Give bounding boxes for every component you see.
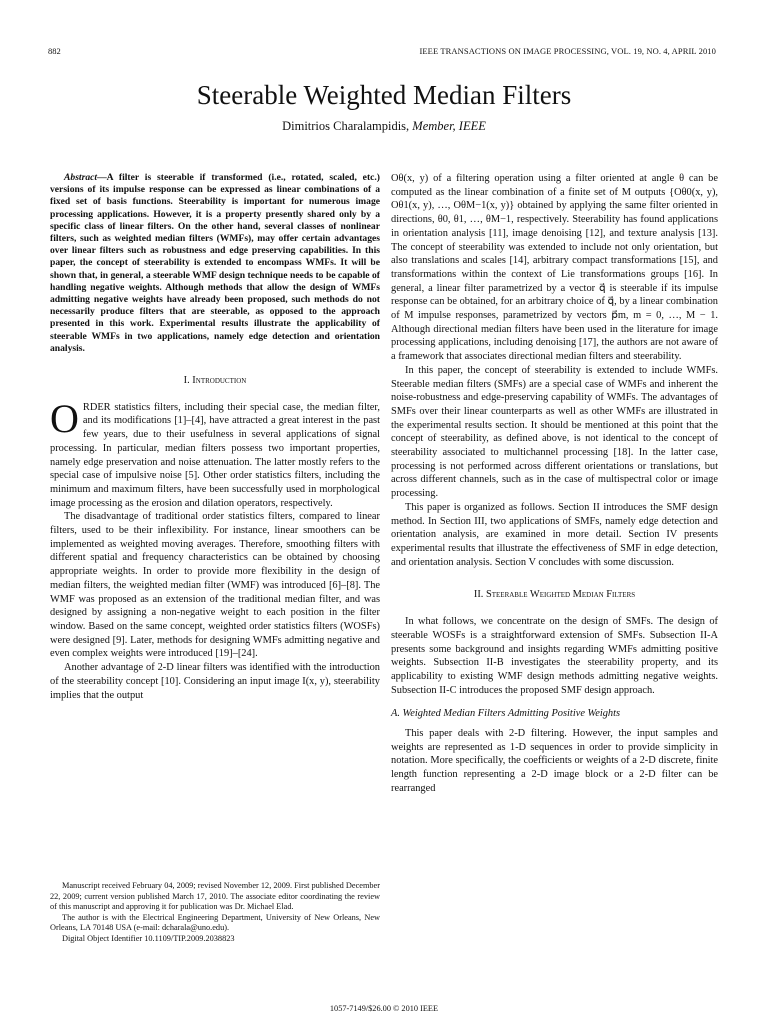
subsection-heading: A. Weighted Median Filters Admitting Positive Weights — [391, 708, 621, 720]
abstract-label: Abstract — [64, 172, 98, 183]
intro-paragraph-3: Another advantage of 2-D linear filters was identified with the introduction of the steerability concept [10]. Considering an input image I(x, y), steerability implies that the output — [50, 662, 380, 701]
footnote-doi: Digital Object Identifier 10.1109/TIP.2009.2038823 — [62, 933, 235, 943]
intro-paragraph-1: ORDER statistics filters, including their special case, the median filter, and its modifications [1]–[4], have attracted a great interest in the past few years, due to their usefulness in several applications of signal processing. In particular, median filters possess two important properties, namely edge preservation and noise attenuation. The latter mostly refers to the special case of impulsive noise [5]. Other order statistics filters, including the minimum and maximum filters, have been successfully used in morphological image processing as the erosion and dilation operators, respectively. — [50, 395, 380, 509]
footnote-manuscript: Manuscript received February 04, 2009; revised November 12, 2009. First published December 22, 2009; current version published March 17, 2010. The associate editor coordinating the review of this manuscript and approving it for publication was Dr. Michael Elad. — [50, 881, 380, 911]
drop-cap: O — [50, 395, 79, 441]
right-column — [391, 172, 718, 796]
footnote-author: The author is with the Electrical Engineering Department, University of New Orleans, New Orleans, LA 70148 USA (e-mail: dcharala@uno.edu). — [50, 912, 380, 932]
section-heading-introduction: I. Introduction — [183, 375, 247, 387]
copyright-footer: 1057-7149/$26.00 © 2010 IEEE — [329, 1004, 439, 1013]
right-paragraph-4: In what follows, we concentrate on the design of SMFs. The design of steerable WOSFs is a straightforward extension of SMFs. Subsection II-A presents some background and insights regarding WMFs admitting positive weights. Subsection II-B investigates the steerability property, and its applicability to existing WMF design methods admitting negative weights. Subsection II-C introduces the proposed SMF design approach. — [391, 616, 718, 696]
paper-title: Steerable Weighted Median Filters — [196, 80, 572, 110]
right-paragraph-5: This paper deals with 2-D filtering. However, the input samples and weights are represented as 1-D sequences in order to provide simplicity in notation. More specifically, the coefficients or weights of a 2-D discrete, finite length function representing a 2-D image block or a 2-D filter can be rearranged — [391, 728, 718, 794]
right-paragraph-3: This paper is organized as follows. Section II introduces the SMF design method. In Section III, two applications of SMFs, namely edge detection and orientation analysis, are examined in more detail. Section IV presents experimental results that illustrate the effectiveness of SMF in edge detection, and orientation analysis. Section V concludes with some discussion. — [391, 501, 718, 568]
author-name: Dimitrios Charalampidis, — [282, 119, 410, 133]
author-line — [0, 119, 768, 134]
abstract-text: A filter is steerable if transformed (i.e., rotated, scaled, etc.) versions of its impulse response can be expressed as linear combinations of a fixed set of basis functions. Steerability is important for numerous image processing applications. However, it is a property presently shared only by a specific class of linear filters. On the other hand, several classes of nonlinear filters, such as weighted median filters (WMFs), may offer certain advantages over linear filters such as robustness and edge preserving capabilities. In this paper, the concept of steerability is extended to encompass WMFs. It will be shown that, in general, a steerable WMF design technique needs to be capable of handling negative weights. Although methods that allow the design of WMFs admitting negative weights have already been proposed, such methods do not necessarily produce filters that are steerable, as opposed to the approach presented in this work. Experimental results illustrate the applicability of steerable WMFs in two applications, namely edge detection and orientation analysis. — [50, 172, 380, 354]
right-paragraph-2: In this paper, the concept of steerability is extended to include WMFs. Steerable median filters (SMFs) are a special case of WMFs and inherent the noise-robustness and edge-preserving capability of WMFs. The advantages of SMFs over their linear counterparts as well as other WMFs are illustrated in the experimental results section. It should be mentioned at this point that the concept of steerability, as defined above, is not identical to the concept of steerability associated to multichannel processing [18]. In the latter case, processing is not performed across different orientations or translations, but across different channels, such as in the case of multispectral color or image processing. — [391, 364, 718, 500]
right-paragraph-1: Oθ(x, y) of a filtering operation using a filter oriented at angle θ can be computed as the linear combination of a finite set of M outputs {Oθ0(x, y), Oθ1(x, y), …, OθM−1(x, y)} obtained by applying the same filter oriented in directions, θ0, θ1, …, θM−1, respectively. Steerability has found applications in orientation analysis [11], image denoising [12], and texture analysis [13]. The concept of steerability was extended to include not only orientation, but also translations and scales [14], arbitrary compact transformations [15], and transformations within the context of Lie transformations groups [16]. In general, a linear filter parametrized by a vector q⃗ is steerable if its impulse response can be obtained, for an arbitrary choice of q⃗, by a linear combination of M impulse responses, parametrized by vectors p⃗m, m = 0, …, M − 1. Although directional median filters have been used in the literature for image processing applications, including denoising [17], the authors are not aware of a framework that associates directional median filters and steerability. — [391, 173, 718, 363]
author-membership: Member, IEEE — [412, 119, 486, 133]
journal-header: IEEE TRANSACTIONS ON IMAGE PROCESSING, VOL. 19, NO. 4, APRIL 2010 — [419, 46, 716, 56]
left-column — [50, 172, 380, 702]
page-number: 882 — [48, 46, 61, 56]
intro-paragraph-2: The disadvantage of traditional order statistics filters, compared to linear filters, used to be their inflexibility. For instance, linear smoothers can be implemented as weighted moving averages. Therefore, smoothing filters with different spatial and frequency characteristics can be obtained by choosing appropriate weights. In order to provide more flexibility in the design of median filters, the weighted median filter (WMF) was introduced [6]–[8]. The WMF was proposed as an extension of the traditional median filter, and was designed by assigning a non-negative weight to each position in the filter window. Based on the same concept, weighted order statistics filters (WOSFs) were designed [9]. Later, methods for designing WMFs admitting negative and even complex weights were introduced [19]–[24]. — [50, 511, 380, 660]
footnote — [50, 881, 380, 944]
section-heading-smf: II. Steerable Weighted Median Filters — [473, 589, 636, 601]
abstract: Abstract—A filter is steerable if transformed (i.e., rotated, scaled, etc.) versions of its impulse response can be expressed as linear combinations of a fixed set of basis functions. Steerability is important for numerous image processing applications. However, it is a property presently shared only by a specific class of linear filters. On the other hand, several classes of nonlinear filters, such as weighted median filters (WMFs), may offer certain advantages over linear filters such as robustness and edge preserving capabilities. In this paper, the concept of steerability is extended to encompass WMFs. It will be shown that, in general, a steerable WMF design technique needs to be capable of handling negative weights. Although methods that allow the design of WMFs admitting negative weights have already been proposed, such methods do not necessarily produce filters that are steerable, as opposed to the approach presented in this work. Experimental results illustrate the applicability of steerable WMFs in two applications, namely edge detection and orientation analysis. — [50, 172, 380, 354]
